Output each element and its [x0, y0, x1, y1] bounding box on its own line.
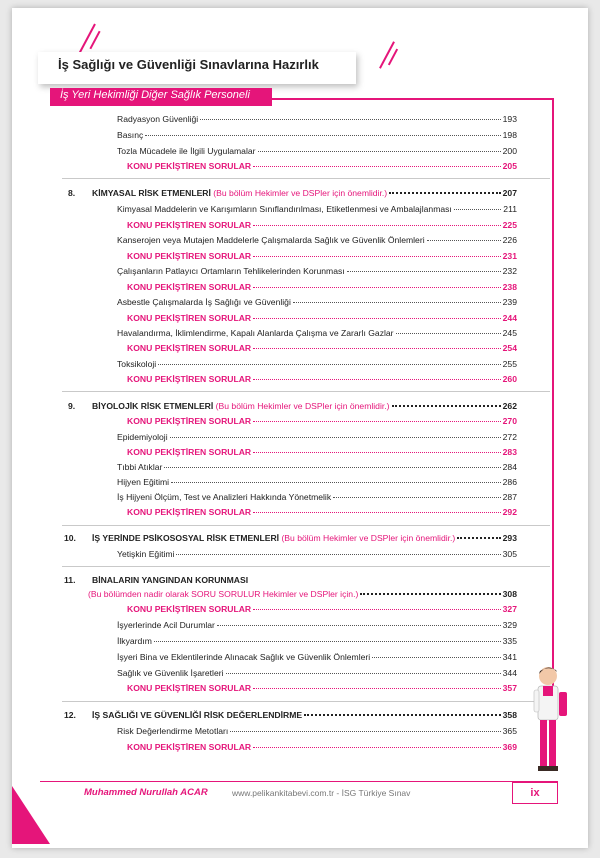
toc-konu-entry[interactable]: KONU PEKİŞTİREN SORULAR 270 [127, 416, 517, 426]
section-divider [62, 701, 550, 702]
toc-konu-entry[interactable]: KONU PEKİŞTİREN SORULAR 238 [127, 282, 517, 292]
section-divider [62, 566, 550, 567]
toc-entry[interactable]: Tıbbi Atıklar 284 [117, 462, 517, 472]
toc-konu-entry[interactable]: KONU PEKİŞTİREN SORULAR 292 [127, 507, 517, 517]
toc-section-heading[interactable]: BİNALARIN YANGINDAN KORUNMASI [92, 575, 249, 585]
toc-section-entry[interactable]: BİYOLOJİK RİSK ETMENLERİ (Bu bölüm Hekimler ve DSPler için önemlidir.) 262 [92, 401, 517, 411]
toc-konu-entry[interactable]: KONU PEKİŞTİREN SORULAR 357 [127, 683, 517, 693]
toc-konu-entry[interactable]: KONU PEKİŞTİREN SORULAR 369 [127, 742, 517, 752]
top-rule [272, 98, 554, 100]
subtitle: İş Yeri Hekimliği Diğer Sağlık Personeli [60, 89, 250, 101]
section-divider [62, 391, 550, 392]
toc-section-entry[interactable]: (Bu bölümden nadir olarak SORU SORULUR Hekimler ve DSPler için.) 308 [88, 589, 517, 599]
section-divider [62, 178, 550, 179]
toc-entry[interactable]: Çalışanların Patlayıcı Ortamların Tehlikelerinden Korunması 232 [117, 266, 517, 276]
section-number: 8. [68, 188, 76, 198]
toc-konu-entry[interactable]: KONU PEKİŞTİREN SORULAR 283 [127, 447, 517, 457]
toc-entry[interactable]: Yetişkin Eğitimi 305 [117, 549, 517, 559]
page-title: İş Sağlığı ve Güvenliği Sınavlarına Hazırlık [58, 57, 319, 72]
page-number-badge: ix [512, 782, 558, 804]
toc-entry[interactable]: Epidemiyoloji 272 [117, 432, 517, 442]
footer-website[interactable]: www.pelikankitabevi.com.tr - İSG Türkiye Sınav [232, 788, 411, 798]
toc-entry[interactable]: Toksikoloji 255 [117, 359, 517, 369]
toc-entry[interactable]: Kimyasal Maddelerin ve Karışımların Sınıflandırılması, Etiketlenmesi ve Ambalajlanması 211 [117, 204, 517, 214]
toc-konu-entry[interactable]: KONU PEKİŞTİREN SORULAR 260 [127, 374, 517, 384]
toc-entry[interactable]: İşyeri Bina ve Eklentilerinde Alınacak Sağlık ve Güvenlik Önlemleri 341 [117, 652, 517, 662]
section-number: 12. [64, 710, 76, 720]
toc-section-entry[interactable]: İŞ SAĞLIĞI VE GÜVENLİĞİ RİSK DEĞERLENDİRME 358 [92, 710, 517, 720]
side-rule [552, 99, 554, 739]
toc-section-entry[interactable]: KİMYASAL RİSK ETMENLERİ (Bu bölüm Hekimler ve DSPler için önemlidir.) 207 [92, 188, 517, 198]
section-number: 9. [68, 401, 76, 411]
toc-konu-entry[interactable]: KONU PEKİŞTİREN SORULAR 244 [127, 313, 517, 323]
toc-entry[interactable]: Radyasyon Güvenliği 193 [117, 114, 517, 124]
mascot-illustration [526, 662, 578, 782]
toc-entry[interactable]: Risk Değerlendirme Metotları 365 [117, 726, 517, 736]
toc-konu-entry[interactable]: KONU PEKİŞTİREN SORULAR 205 [127, 161, 517, 171]
toc-entry[interactable]: İşyerlerinde Acil Durumlar 329 [117, 620, 517, 630]
corner-decor [12, 786, 50, 844]
section-number: 10. [64, 533, 76, 543]
toc-konu-entry[interactable]: KONU PEKİŞTİREN SORULAR 254 [127, 343, 517, 353]
toc-entry[interactable]: Hijyen Eğitimi 286 [117, 477, 517, 487]
toc-entry[interactable]: Kanserojen veya Mutajen Maddelerle Çalışmalarda Sağlık ve Güvenlik Önlemleri 226 [117, 235, 517, 245]
toc-konu-entry[interactable]: KONU PEKİŞTİREN SORULAR 225 [127, 220, 517, 230]
toc-konu-entry[interactable]: KONU PEKİŞTİREN SORULAR 327 [127, 604, 517, 614]
toc-entry[interactable]: Havalandırma, İklimlendirme, Kapalı Alanlarda Çalışma ve Zararlı Gazlar 245 [117, 328, 517, 338]
toc-entry[interactable]: Sağlık ve Güvenlik İşaretleri 344 [117, 668, 517, 678]
toc-entry[interactable]: İş Hijyeni Ölçüm, Test ve Analizleri Hakkında Yönetmelik 287 [117, 492, 517, 502]
footer-author: Muhammed Nurullah ACAR [84, 787, 208, 798]
footer-rule [40, 781, 558, 782]
section-number: 11. [64, 575, 76, 585]
toc-entry[interactable]: Tozla Mücadele ile İlgili Uygulamalar 200 [117, 146, 517, 156]
toc-section-entry[interactable]: İŞ YERİNDE PSİKOSOSYAL RİSK ETMENLERİ (Bu bölüm Hekimler ve DSPler için önemlidir.) 293 [92, 533, 517, 543]
section-divider [62, 525, 550, 526]
toc-entry[interactable]: İlkyardım 335 [117, 636, 517, 646]
toc-entry[interactable]: Asbestle Çalışmalarda İş Sağlığı ve Güvenliği 239 [117, 297, 517, 307]
toc-entry[interactable]: Basınç 198 [117, 130, 517, 140]
toc-konu-entry[interactable]: KONU PEKİŞTİREN SORULAR 231 [127, 251, 517, 261]
